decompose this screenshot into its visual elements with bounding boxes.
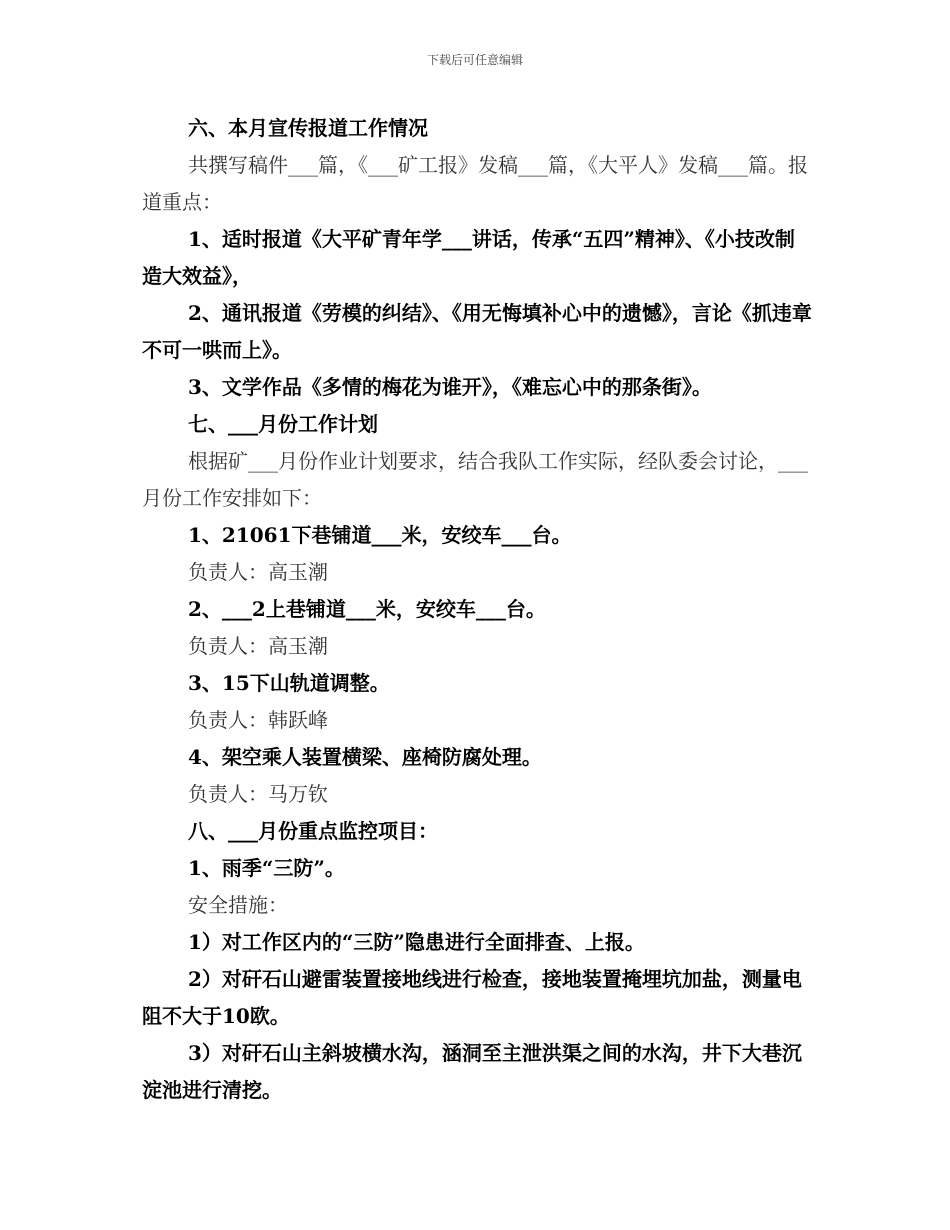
paragraph-safety-measure-3: 3）对矸石山主斜坡横水沟，涵洞至主泄洪渠之间的水沟，井下大巷沉淀池进行清挖。 [142, 1041, 802, 1102]
paragraph-report-item-1: 1、适时报道《大平矿青年学___讲话，传承“五四”精神》、《小技改制造大效益》， [142, 227, 795, 288]
paragraph-plan-item-2: 2、___2上巷铺道___米，安绞车___台。 [188, 597, 546, 621]
paragraph-responsible-2: 负责人：高玉潮 [188, 634, 328, 658]
section-heading-work-plan: 七、___月份工作计划 [188, 412, 378, 436]
paragraph-report-item-3: 3、文学作品《多情的梅花为谁开》，《难忘心中的那条街》。 [188, 375, 712, 399]
paragraph-safety-measure-2: 2）对矸石山避雷装置接地线进行检查，接地装置掩埋坑加盐，测量电阻不大于10欧。 [142, 967, 802, 1028]
paragraph-plan-item-3: 3、15下山轨道调整。 [188, 671, 390, 695]
paragraph-report-item-2: 2、通讯报道《劳模的纠结》、《用无悔填补心中的遗憾》，言论《抓违章不可一哄而上》。 [142, 301, 812, 362]
paragraph-safety-measures-label: 安全措施： [188, 893, 288, 917]
document-body [142, 110, 812, 1109]
paragraph-responsible-3: 负责人：韩跃峰 [188, 708, 328, 732]
paragraph-plan-intro: 根据矿___月份作业计划要求，结合我队工作实际，经队委会讨论，___月份工作安排如下： [142, 449, 808, 510]
paragraph-responsible-1: 负责人：高玉潮 [188, 560, 328, 584]
paragraph-plan-item-4: 4、架空乘人装置横梁、座椅防腐处理。 [188, 745, 542, 769]
paragraph-monitoring-item-1: 1、雨季“三防”。 [188, 856, 345, 880]
paragraph-article-count: 共撰写稿件___篇，《___矿工报》发稿___篇，《大平人》发稿___篇。报道重点： [142, 153, 808, 214]
section-heading-monitoring: 八、___月份重点监控项目： [188, 819, 438, 843]
paragraph-responsible-4: 负责人：马万钦 [188, 782, 328, 806]
paragraph-safety-measure-1: 1）对工作区内的“三防”隐患进行全面排查、上报。 [188, 930, 645, 954]
section-heading-publicity: 六、本月宣传报道工作情况 [188, 116, 428, 140]
paragraph-plan-item-1: 1、21061下巷铺道___米，安绞车___台。 [188, 523, 572, 547]
page-header-note: 下载后可任意编辑 [426, 53, 523, 67]
